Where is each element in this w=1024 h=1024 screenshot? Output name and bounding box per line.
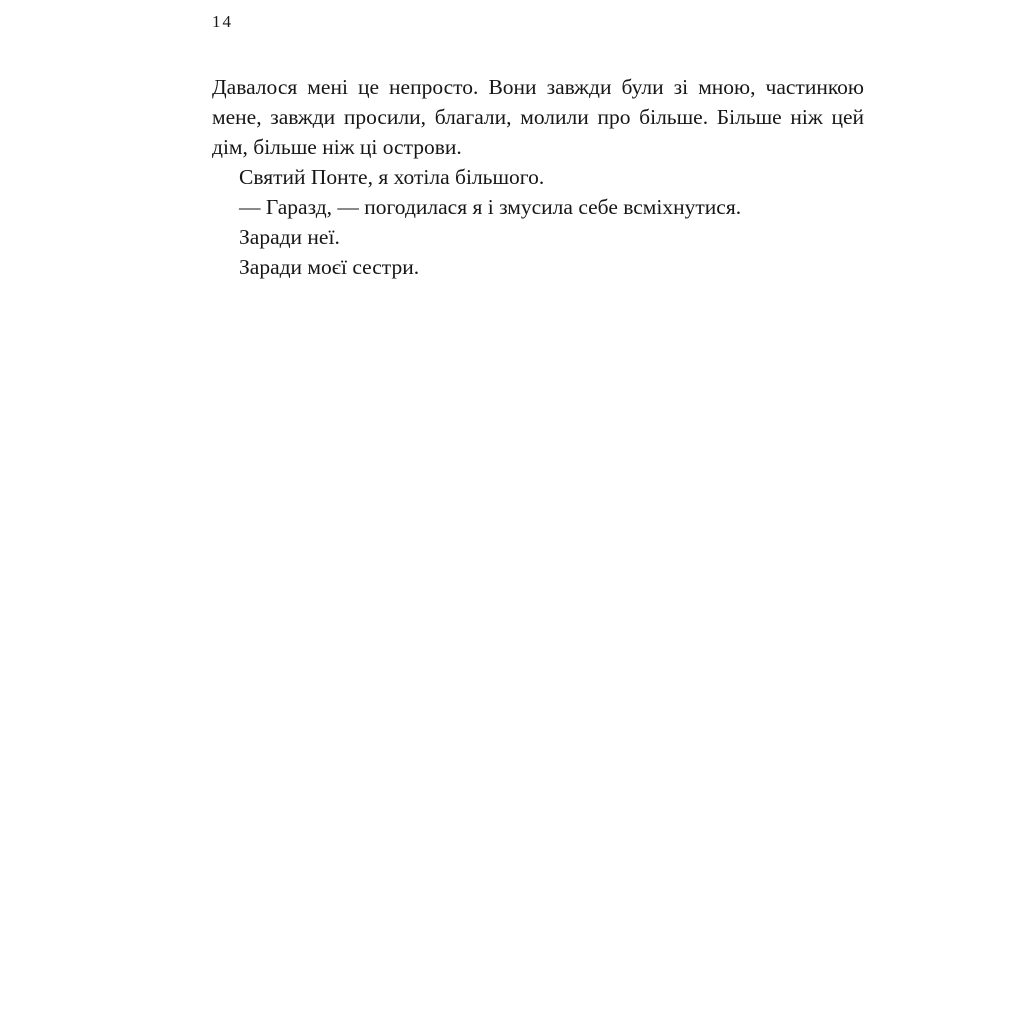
paragraph: Заради моєї сестри. — [239, 255, 420, 279]
paragraph: — Гаразд, — погодилася я і змусила себе всміхнутися. — [239, 195, 742, 219]
body-text — [212, 72, 864, 282]
paragraph: Давалося мені це непросто. Вони завжди були зі мною, частинкою мене, завжди просили, благали, молили про більше. Більше ніж цей дім, більше ніж ці острови. — [212, 75, 864, 159]
paragraph: Заради неї. — [239, 225, 340, 249]
page-number: 14 — [212, 12, 233, 31]
paragraph: Святий Понте, я хотіла більшого. — [239, 165, 545, 189]
